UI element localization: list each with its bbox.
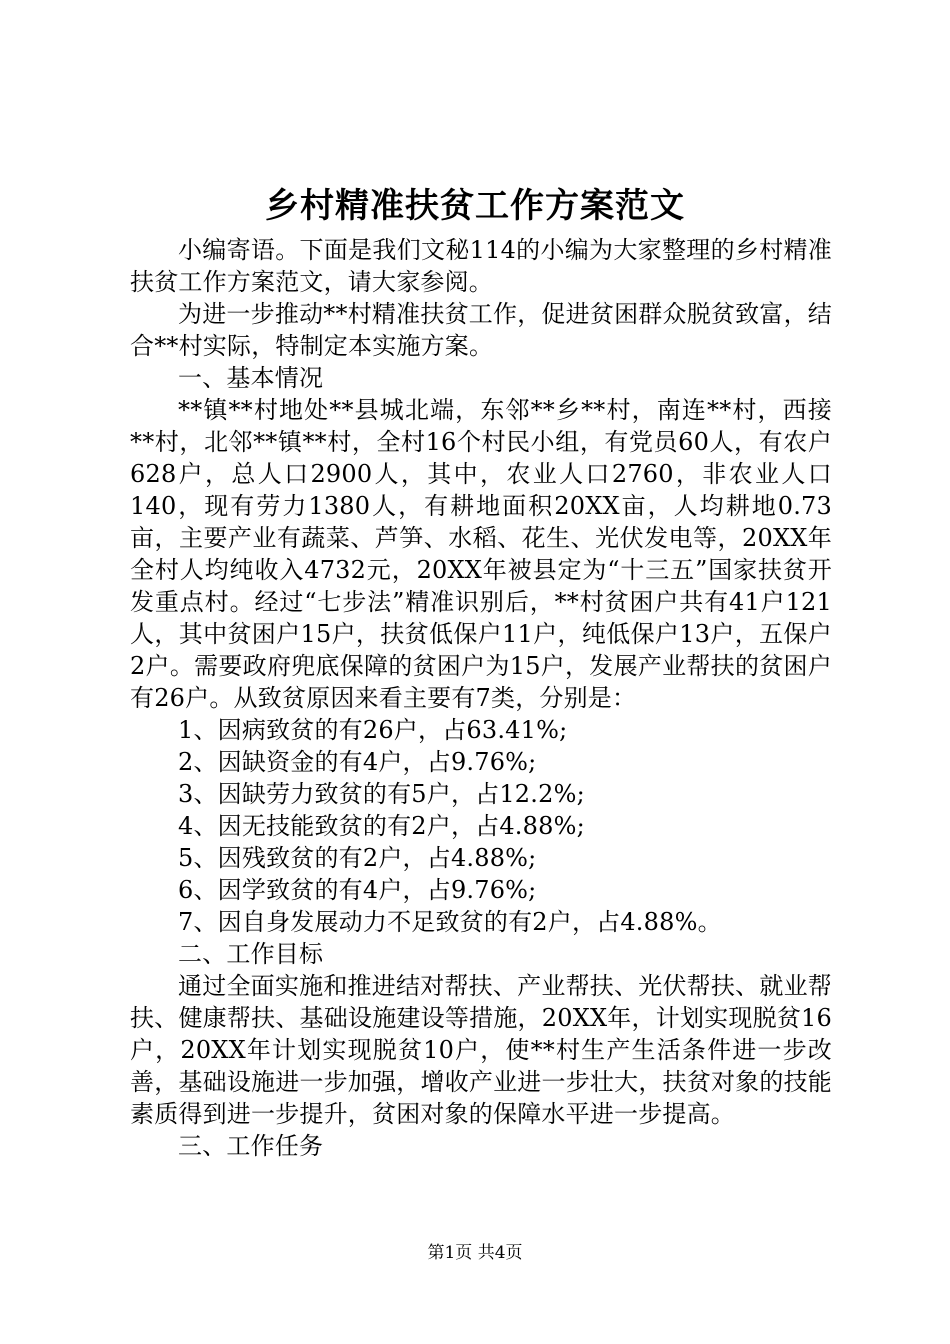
- section-heading-work-tasks: 三、工作任务: [178, 1132, 324, 1160]
- paragraph-intro: 小编寄语。下面是我们文秘114的小编为大家整理的乡村精准扶贫工作方案范文，请大家参阅。: [130, 236, 832, 296]
- list-item-cause-5: 5、因残致贫的有2户，占4.88%;: [178, 844, 537, 872]
- list-item-cause-4: 4、因无技能致贫的有2户，占4.88%;: [178, 812, 585, 840]
- paragraph-purpose: 为进一步推动**村精准扶贫工作，促进贫困群众脱贫致富，结合**村实际，特制定本实施方案。: [130, 300, 832, 360]
- section-heading-basic-situation: 一、基本情况: [178, 364, 324, 392]
- list-item-cause-2: 2、因缺资金的有4户，占9.76%;: [178, 748, 537, 776]
- list-item-cause-1: 1、因病致贫的有26户，占63.41%;: [178, 716, 568, 744]
- paragraph-work-goals: 通过全面实施和推进结对帮扶、产业帮扶、光伏帮扶、就业帮扶、健康帮扶、基础设施建设等措施，20XX年，计划实现脱贫16户，20XX年计划实现脱贫10户，使**村生产生活条件进一步改善，基础设施进一步加强，增收产业进一步壮大，扶贫对象的技能素质得到进一步提升，贫困对象的保障水平进一步提高。: [130, 972, 832, 1128]
- list-item-cause-6: 6、因学致贫的有4户，占9.76%;: [178, 876, 537, 904]
- page-footer: 第1页 共4页: [427, 1243, 523, 1263]
- section-heading-work-goals: 二、工作目标: [178, 940, 324, 968]
- document-title: 乡村精准扶贫工作方案范文: [265, 186, 685, 226]
- list-item-cause-7: 7、因自身发展动力不足致贫的有2户，占4.88%。: [178, 908, 722, 936]
- paragraph-basic-situation: **镇**村地处**县城北端，东邻**乡**村，南连**村，西接**村，北邻**镇**村，全村16个村民小组，有党员60人，有农户628户，总人口2900人，其中，农业人口2760，非农业人口140，现有劳力1380人，有耕地面积20XX亩，人均耕地0.73亩，主要产业有蔬菜、芦笋、水稻、花生、光伏发电等，20XX年全村人均纯收入4732元，20XX年被县定为“十三五”国家扶贫开发重点村。经过“七步法”精准识别后，**村贫困户共有41户121人，其中贫困户15户，扶贫低保户11户，纯低保户13户，五保户2户。需要政府兜底保障的贫困户为15户，发展产业帮扶的贫困户有26户。从致贫原因来看主要有7类，分别是：: [130, 396, 832, 712]
- document-body: [130, 234, 832, 1162]
- list-item-cause-3: 3、因缺劳力致贫的有5户，占12.2%;: [178, 780, 585, 808]
